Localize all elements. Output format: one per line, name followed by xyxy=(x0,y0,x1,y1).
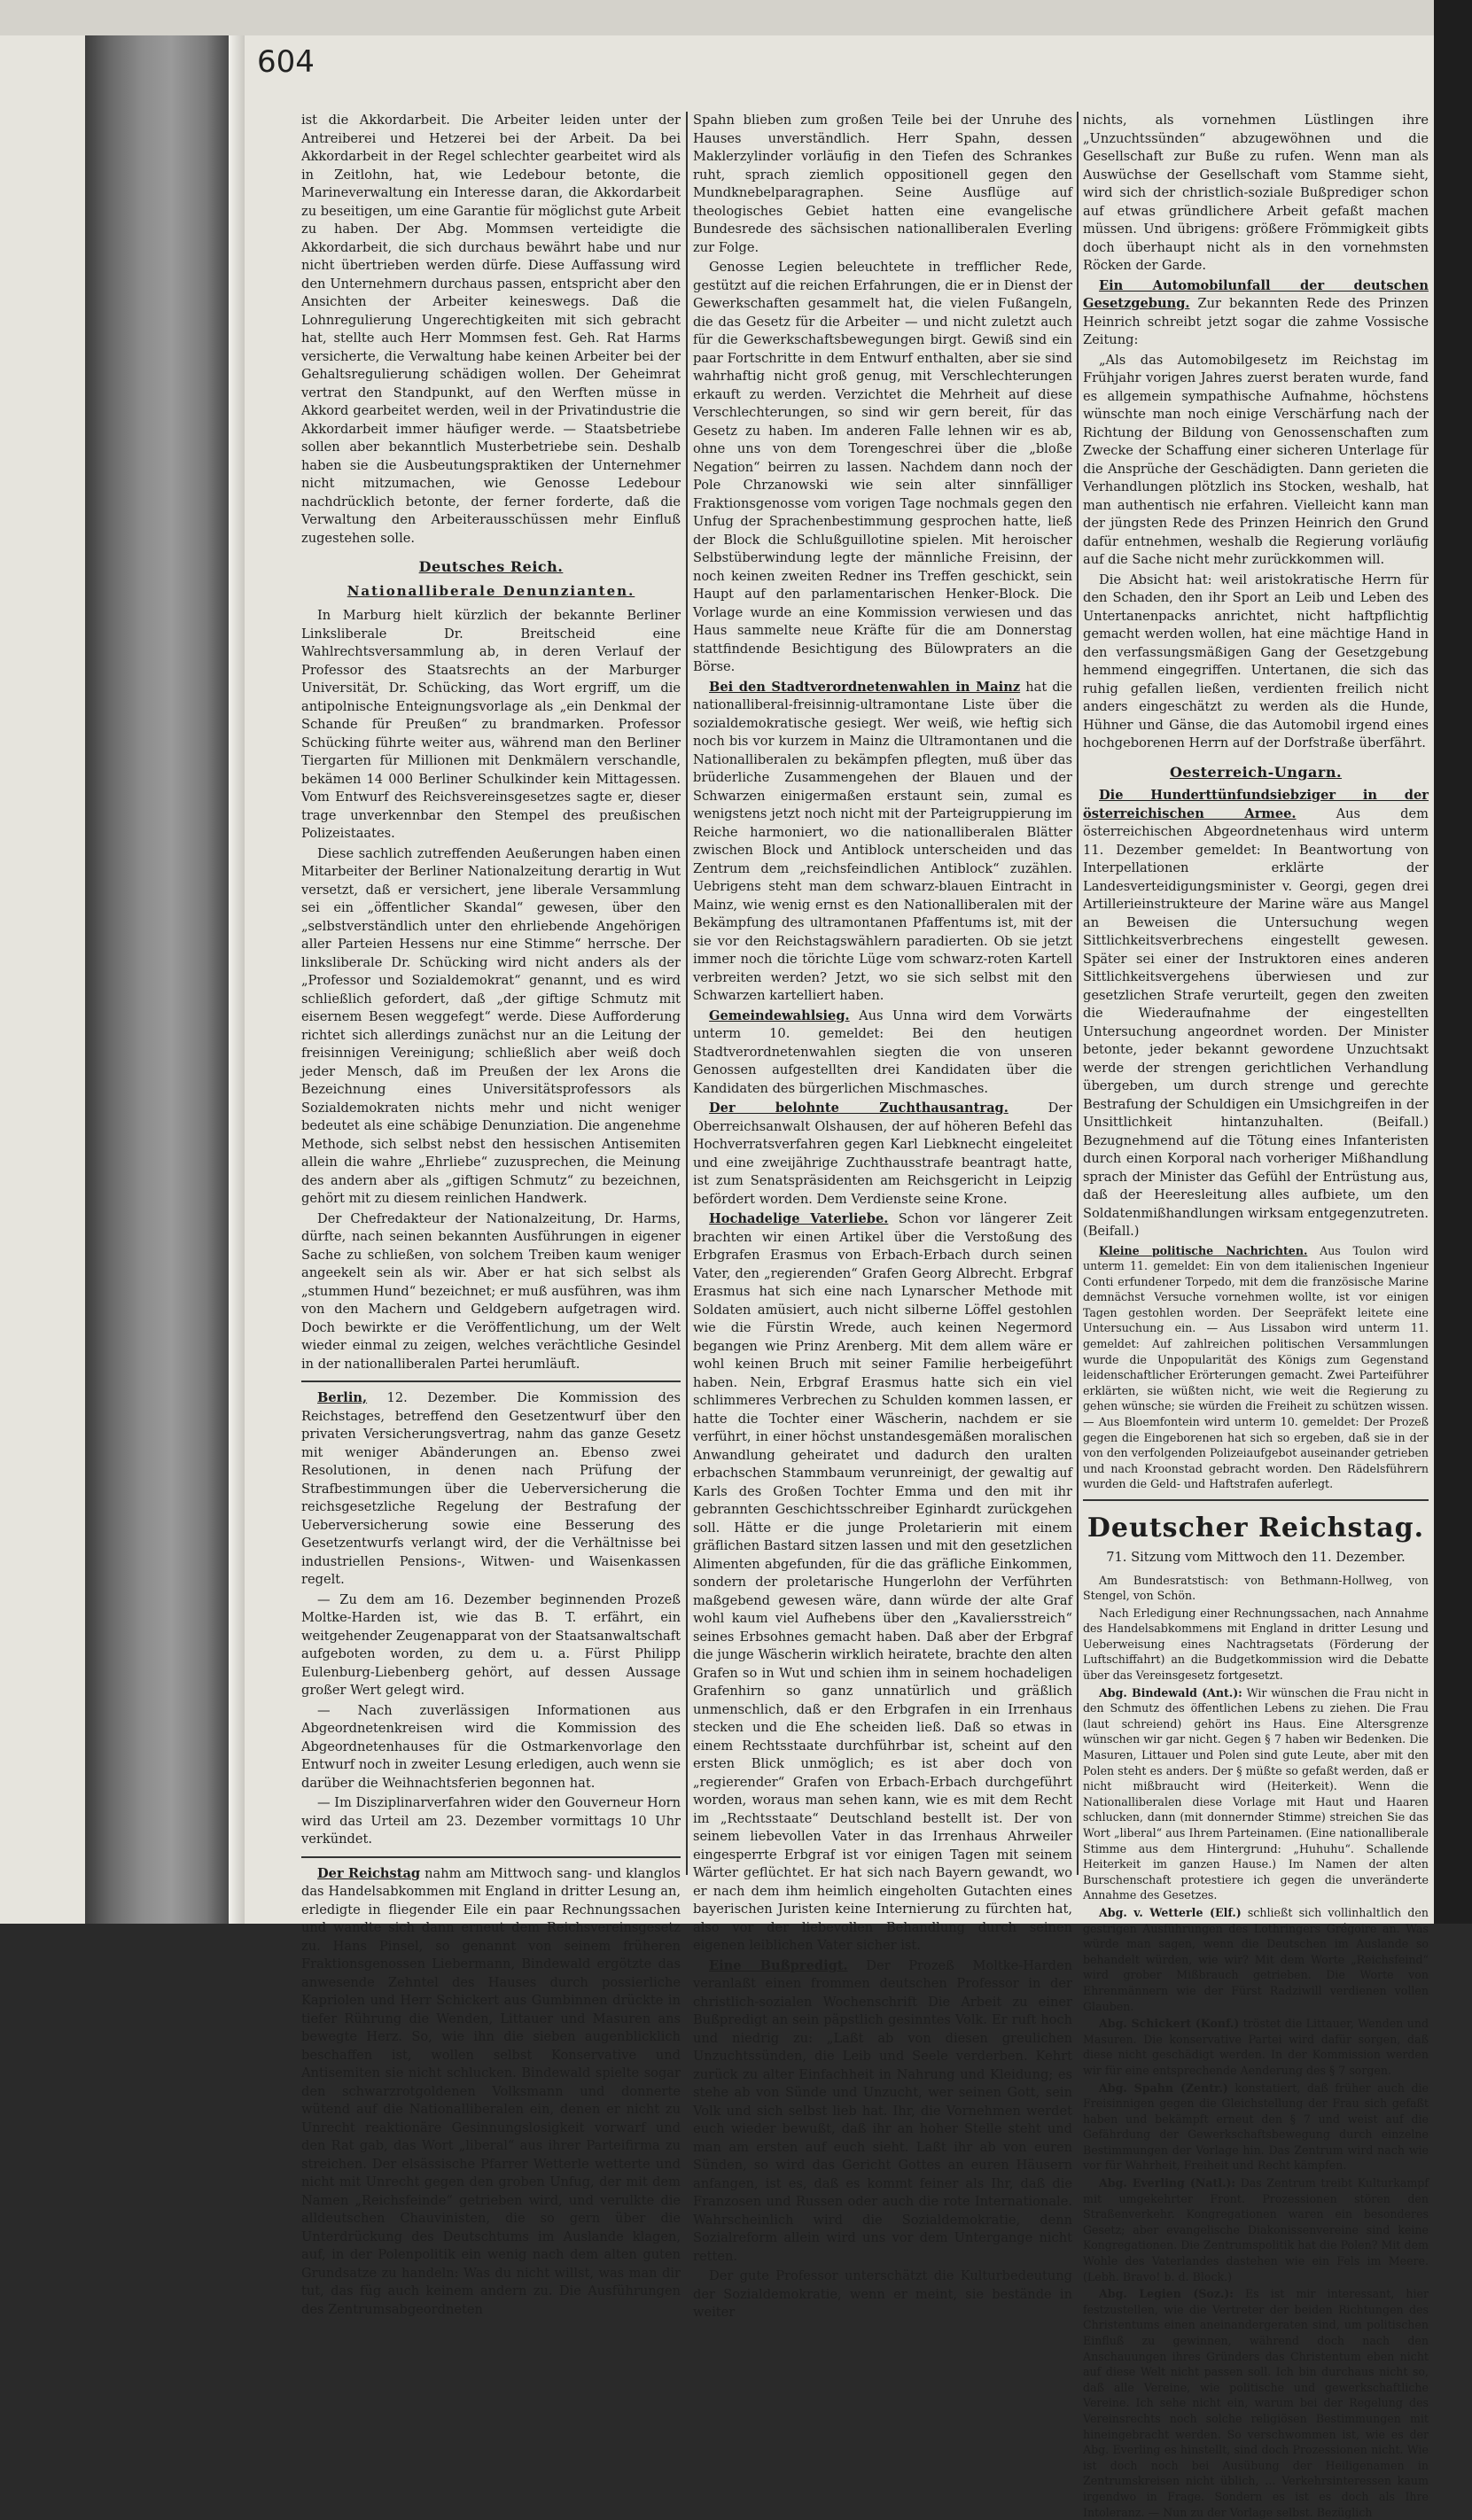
speaker: Abg. v. Wetterle (Elf.) xyxy=(1099,1905,1242,1919)
paragraph: konstatiert, daß früher auch die Freisinnigen gegen die Gleichstellung der Frau sich gefaßt haben und bekämpft erneut den § 7 und weist auf die Gefährdung der Gewerkschaftsbewegung durch einzelne Bestimmungen der Vorlage hin. Das Zentrum wird nach wie vor für Wahrheit, Freiheit und Recht kämpfen. xyxy=(1083,2081,1429,2173)
paragraph: hat die nationalliberal-freisinnig-ultramontane Liste über die sozialdemokratische gesiegt. Wer weiß, wie heftig sich noch bis vor kurzem in Mainz die Ultramontanen und die Nationalliberalen zu bekämpfen pflegten, muß über das brüderliche Zusammengehen der Blauen und der Schwarzen einigermaßen erstaunt sein, zumal es wenigstens jetzt noch nicht mit der Parteigruppierung im Reiche harmoniert, wo die nationalliberalen Blätter zwischen Block und Antiblock unterscheiden und das Zentrum dem „reichsfeindlichen Antiblock“ zuzählen. Uebrigens steht man dem schwarz-blauen Eintracht in Mainz, wie wenig ernst es den Nationalliberalen mit der Bekämpfung des ultramontanen Pfaffentums ist, mit der sie vor den Reichstagswählern paradierten. Ob sie jetzt immer noch die törichte Lüge vom schwarz-roten Kartell verbreiten werden? Jetzt, wo sie sich selbst mit den Schwarzen kartelliert haben. xyxy=(693,679,1072,1003)
paragraph: Schon vor längerer Zeit brachten wir einen Artikel über die Verstoßung des Erbgrafen Erasmus von Erbach-Erbach durch seinen Vater, den „regierenden“ Grafen Georg Albrecht. Erbgraf Erasmus hat sich eine nach Lynarscher Methode mit Soldaten amüsiert, auch nicht silberne Löffel gestohlen wie die Fürstin Wrede, auch keinen Negermord begangen wie Prinz Arenberg. Mit dem allem wäre er wohl keinen Bruch mit seiner Familie herbeigeführt haben. Nein, Erbgraf Erasmus hatte sich ein viel schlimmeres Verbrechen zu Schulden kommen lassen, er hatte die Tochter einer Wäscherin, nachdem er sie verführt, in einer höchst unstandesgemäßen moralischen Anwandlung geheiratet und dadurch den uralten erbachschen Stammbaum verunreinigt, der gewaltig auf Karls des Großen Tochter Emma und den mit ihr gebrannten Geschichtsschreiber Eginhardt zurückgehen soll. Hätte er die junge Proletarierin mit einem gräflichen Bastard sitzen lassen und mit den gesetzlichen Alimenten abgefunden, für die das gräfliche Einkommen, sondern der proletarische Hungerlohn der Verführten maßgebend gewesen wäre, dann würde der alte Graf wohl kaum viel Aufhebens über den „Kavaliersstreich“ seines Erbsohnes gemacht haben. Daß aber der Erbgraf die junge Wäscherin wirklich heiratete, brachte den alten Grafen so in Wut und schien ihm in seinem hochadeligen Grafenhirn so ganz unnatürlich und gräßlich unmenschlich, daß er den Erbgrafen in ein Irrenhaus stecken und die Ehe scheiden ließ. Daß so etwas in einem Rechtsstaate durchführbar ist, scheint auf den ersten Blick unmöglich; es ist aber doch von „regierender“ Grafen von Erbach-Erbach durchgeführt worden, woraus man sehen kann, wie es mit dem Recht im „Rechtsstaate“ Deutschland bestellt ist. Der von seinem liebevollen Vater in das Irrenhaus Ahrweiler eingesperrte Erbgraf ist vor einigen Tagen mit seinem Wärter geflüchtet. Er hat sich nach Bayern gewandt, wo er nach dem ihm heimlich eingeholten Gutachten eines bayerischen Juristen keine Internierung zu fürchten hat, also vor der liebevollen Behandlung durch seinen eigenen leiblichen Vater sicher ist. xyxy=(693,1211,1073,1953)
article-heading: Nationalliberale Denunzianten. xyxy=(347,582,635,599)
speaker: Abg. Spahn (Zentr.) xyxy=(1099,2081,1228,2095)
article-lead: Ein Automobilunfall der deutschen Gesetzgebung. xyxy=(1083,277,1429,311)
paragraph: Die Absicht hat: weil aristokratische Herrn für den Schaden, den ihr Sport an Leib und Leben des Untertanenpacks anrichtet, nicht haftpflichtig gemacht werden wollen, hat eine mächtige Hand in den verfassungsmäßigen Gang der Gesetzgebung hemmend eingegriffen. Untertanen, die sich das ruhig gefallen ließen, verdienten freilich nicht anders eingeschätzt zu werden als die Hunde, Hühner und Gänse, die das Automobil irgend eines hochgeborenen Herrn auf der Dorfstraße überfährt. xyxy=(1083,572,1429,751)
paragraph: nahm am Mittwoch sang- und klanglos das Handelsabkommen mit England in dritter Lesung an, erledigte in fliegender Eile ein paar Rechnungssachen und wandte sich dann erneut dem Reichsvereinsgesetz zu. Hans Pinsel, so genannt von seinem früheren Fraktionsgenossen Liebermann, Bindewald ergötzte das anwesende Zehntel des Hauses durch possierliche Kapriolen und Herr Schickert aus Gumbinnen drückte in tiefer Rührung die Wenden, Littauer und Masuren ans bewegte Herz. So, wie ihn die sieben augenblicklich beschaffen ist, wollen selbst Konservative und Antisemiten sie nicht schlucken. Bindewald spielte sogar den schwarzrotgoldenen Volksmann und donnerte wütend auf die Nationalliberalen ein, denen er nicht zu Unrecht reaktionäre Gesinnungslosigkeit vorwarf und den Rat gab, das Wort „liberal“ aus ihrer Parteifirma zu streichen. Der elsässische Pfarrer Wetterle wetterte und nicht mit Unrecht gegen den groben Unfug, der mit dem Namen „Reichsfeinde“ getrieben wird, und verulkte die alldeutschen Chauvinisten, die so gern über die Unterdrückung des Deutschtums im Auslande klagen, auf, in der Polenpolitik ein wenig nach dem alten guten Grundsatze zu handeln: Was du nicht willst, was man dir tut, das füg auch keinem andern zu. Die Ausführungen des Zentrumsabgeordneten xyxy=(301,1865,681,2317)
paragraph: ist die Akkordarbeit. Die Arbeiter leiden unter der Antreiberei und Hetzerei bei der Arbeit. Da bei Akkordarbeit in der Regel schlechter gearbeitet wird als in Zeitlohn, hat, wie Ledebour betonte, die Marineverwaltung ein Interesse daran, die Akkordarbeit zu beseitigen, um eine Garantie für möglichst gute Arbeit zu haben. Der Abg. Mommsen verteidigte die Akkordarbeit, die sich durchaus bewährt habe und nur nicht übertrieben werden dürfe. Diese Auffassung wird den Unternehmern durchaus passen, entspricht aber den Ansichten der Arbeiter keineswegs. Daß die Lohnregulierung Ungerechtigkeiten mit sich gebracht hat, stellte auch Herr Mommsen fest. Geh. Rat Harms versicherte, die Verwaltung habe keinen Arbeiter bei der Gehaltsregulierung schädigen wollen. Der Geheimrat vertrat den Standpunkt, auf den Werften müsse in Akkord gearbeitet werden, weil in der Privatindustrie die Akkordarbeit immer häufiger werde. — Staatsbetriebe sollen aber bekanntlich Musterbetriebe sein. Deshalb haben sie die Ausbeutungspraktiken der Unternehmer nicht mitzumachen, wie Genosse Ledebour nachdrücklich betonte, der ferner forderte, daß die Verwaltung den Arbeiterausschüssen mehr Einfluß zugestehen solle. xyxy=(301,113,681,546)
binding-edge xyxy=(229,35,245,1924)
paragraph: Aus Toulon wird unterm 11. gemeldet: Ein von dem italienischen Ingenieur Conti erfundener Torpedo, mit dem die französische Marine demnächst Versuche vornehmen wollte, ist vor einigen Tagen gestohlen worden. Der Seepräfekt leitete eine Untersuchung ein. — Aus Lissabon wird unterm 11. gemeldet: Auf zahlreichen politischen Versammlungen wurde die Unpopularität des Königs zum Gegenstand leidenschaftlicher Erörterungen gemacht. Zwei Parteiführer erklärten, sie wüßten nicht, wie weit die Regierung zu gehen wünsche; sie würden die Freiheit zu schützen wissen. — Aus Bloemfontein wird unterm 10. gemeldet: Der Prozeß gegen die Eingeborenen hat sich so ergeben, daß sie in der von den verfolgenden Polizeiaufgebot auseinander getrieben und nach Kroonstad gebracht worden. Den Rädelsführern wurden die Geld- und Haftstrafen auferlegt. xyxy=(1083,1243,1429,1491)
book-binding xyxy=(85,35,229,1924)
column-2 xyxy=(693,112,1073,2320)
paragraph: Diese sachlich zutreffenden Aeußerungen haben einen Mitarbeiter der Berliner Nationalzeitung derartig in Wut versetzt, daß er versichert, jene liberale Versammlung sei ein „öffentlicher Skandal“ gewesen, über den „selbstverständlich unter den ehrliebende Angehörigen aller Parteien Hessens nur eine Stimme“ herrsche. Der linksliberale Dr. Schücking wird nicht anders als der „Professor und Sozialdemokrat“ genannt, und es wird schließlich gefordert, daß „der giftige Schmutz mit eisernem Besen weggefegt“ werde. Diese Aufforderung richtet sich allerdings zunächst nur an die Leitung der freisinnigen Vereinigung; schließlich aber weiß doch jeder Mensch, daß im Preußen der lex Arons die Bezeichnung eines Universitätsprofessors als Sozialdemokraten nichts mehr und nicht weniger bedeutet als eine schäbige Denunziation. Die angenehme Methode, sich selbst nebst den hessischen Antisemiten allein die wahre „Ehrliebe“ zuzusprechen, die Meinung des andern aber als „giftigen Schmutz“ zu bezeichnen, gehört mit zu diesem reinlichen Handwerk. xyxy=(301,845,681,1206)
paragraph: — Im Disziplinarverfahren wider den Gouverneur Horn wird das Urteil am 23. Dezember vormittags 10 Uhr verkündet. xyxy=(301,1795,681,1847)
divider xyxy=(301,1381,681,1382)
divider xyxy=(1083,1499,1429,1501)
paragraph: tröstet die Littauer, Wenden und Masuren. Die konservative Partei wird dafür sorgen, daß diese nicht geschädigt werden. In der Kommission werden wir für eine entsprechende Aenderung des § 7 sorgen. xyxy=(1083,2017,1429,2077)
dateline: Berlin, xyxy=(317,1390,368,1405)
session-line: 71. Sitzung vom Mittwoch den 11. Dezember. xyxy=(1106,1550,1406,1565)
paragraph: „Als das Automobilgesetz im Reichstag im Frühjahr vorigen Jahres zuerst beraten wurde, fand es allgemein sympathische Aufnahme, höchstens wünschte man noch einige Verschärfung nach der Richtung der Bildung von Genossenschaften zum Zwecke der Schaffung einer sicheren Unterlage für die Ansprüche der Geschädigten. Dann gerieten die Verhandlungen plötzlich ins Stocken, weshalb, hat man authentisch nie erfahren. Vielleicht kann man der jüngsten Rede des Prinzen Heinrich den Grund dafür entnehmen, weshalb die Regierung vorläufig auf die Sache nicht mehr zurückkommen will. xyxy=(1083,352,1429,567)
paragraph: Wir wünschen die Frau nicht in den Schmutz des öffentlichen Lebens zu ziehen. Die Frau (laut schreiend) gehört ins Haus. Eine Altersgrenze wünschen wir gar nicht. Gegen § 7 haben wir Bedenken. Die Masuren, Littauer und Polen sind gute Leute, aber mit den Polen steht es anders. Der § müßte so gefaßt werden, daß er nicht mißbraucht wird (Heiterkeit). Wenn die Nationalliberalen diese Vorlage mit Haut und Haaren schlucken, dann (mit donnernder Stimme) streichen Sie das Wort „liberal“ aus Ihrem Parteinamen. (Eine nationalliberale Stimme aus dem Hintergrund: „Huhuhu“. Schallende Heiterkeit im ganzen Hause.) Im Namen der alten Burschenschaft protestiere ich gegen die unveränderte Annahme des Gesetzes. xyxy=(1083,1685,1429,1902)
article-lead: Der Reichstag xyxy=(317,1865,421,1881)
divider xyxy=(301,1856,681,1858)
paragraph: schließt sich vollinhaltlich den gestrigen Ausführungen des Lothringers Grégoire an. Was würde man sagen, wenn die Deutschen im Auslande so behandelt würden, wie wir? Mit dem Worte „Reichsfeind“ wird grober Mißbrauch getrieben. Die Worte von Ehrenmännern wie der Fürst Radziwill verdienen vollen Glauben. xyxy=(1083,1905,1429,2013)
article-lead: Bei den Stadtverordnetenwahlen in Mainz xyxy=(709,679,1021,695)
paragraph: Aus Unna wird dem Vorwärts unterm 10. gemeldet: Bei den heutigen Stadtverordnetenwahlen siegten die von unseren Genossen aufgestellten drei Kandidaten über die Kandidaten des bürgerlichen Mischmasches. xyxy=(693,1007,1072,1096)
paragraph: Am Bundesratstisch: von Bethmann-Hollweg, von Stengel, von Schön. xyxy=(1083,1573,1429,1603)
speaker: Abg. Everling (Natl.): xyxy=(1099,2176,1236,2190)
paragraph: Nach Erledigung einer Rechnungssachen, nach Annahme des Handelsabkommens mit England in dritter Lesung und Ueberweisung eines Nachtragsetats (Förderung der Luftschiffahrt) an die Budgetkommission wird die Debatte über das Vereinsgesetz fortgesetzt. xyxy=(1083,1606,1429,1683)
article-lead: Eine Bußpredigt. xyxy=(709,1957,848,1973)
paragraph: 12. Dezember. Die Kommission des Reichstages, betreffend den Gesetzentwurf über den privaten Versicherungsvertrag, nahm das ganze Gesetz mit weniger Abänderungen an. Ebenso zwei Resolutionen, in denen nach Prüfung der Strafbestimmungen über die Ueberversicherung die reichsgesetzliche Regelung der Bestrafung der Ueberversicherung sowie eine Besserung des Gesetzentwurfs verlangt wird, der die Verhältnisse bei industriellen Pensions-, Witwen- und Waisenkassen regelt. xyxy=(301,1390,681,1587)
article-lead: Hochadelige Vaterliebe. xyxy=(709,1211,889,1226)
paragraph: Aus dem österreichischen Abgeordnetenhaus wird unterm 11. Dezember gemeldet: In Beantwortung von Interpellationen erklärte der Landesverteidigungsminister v. Georgi, gegen drei Artillerieinstrukteure der Marine wäre aus Mangel an Beweisen die Untersuchung wegen Sittlichkeitsverbrechens eingestellt gewesen. Später sei einer der Instruktoren eines anderen Sittlichkeitsvergehens überwiesen und zur gesetzlichen Strafe verurteilt, gegen den zweiten die Wiederaufnahme der eingestellten Untersuchung angeordnet worden. Der Minister betonte, jeder bekannt gewordene Unzuchtsakt werde der strengen gerichtlichen Verhandlung übergeben, um durch strenge und gerechte Bestrafung der Schuldigen ein Umsichgreifen in der Unsittlichkeit hintanzuhalten. (Beifall.) Bezugnehmend auf die Tötung eines Infanteristen durch einen Korporal nach vorheriger Mißhandlung sprach der Minister das Gefühl der Entrüstung aus, daß der Heeresleitung alles aufbiete, um den Soldatenmißhandlungen wirksam entgegenzutreten. (Beifall.) xyxy=(1083,805,1429,1239)
column-1 xyxy=(301,112,681,2317)
top-margin xyxy=(0,0,1472,35)
section-heading: Oesterreich-Ungarn. xyxy=(1169,763,1343,781)
paragraph: — Zu dem am 16. Dezember beginnenden Prozeß Moltke-Harden ist, wie das B. T. erfährt, ein weitgehender Zeugenapparat von der Staatsanwaltschaft aufgeboten worden, zu dem u. a. Fürst Philipp Eulenburg-Liebenberg gehört, auf dessen Aussage großer Wert gelegt wird. xyxy=(301,1591,681,1698)
page-number: 604 xyxy=(257,44,315,80)
paragraph: Spahn blieben zum großen Teile bei der Unruhe des Hauses unverständlich. Herr Spahn, dessen Maklerzylinder vorläufig in den Tiefen des Schrankes ruht, sprach ziemlich oppositionell gegen den Mundknebelparagraphen. Seine Ausflüge auf theologisches Gebiet hatten eine evangelische Bundesrede des sächsischen nationalliberalen Everling zur Folge. xyxy=(693,113,1072,255)
paragraph: Der Chefredakteur der Nationalzeitung, Dr. Harms, dürfte, nach seinen bekannten Ausführungen in eigener Sache zu schließen, von solchem Treiben kaum weniger angeekelt sein als wir. Aber er hat sich selbst als „stummen Hund“ bezeichnet; er muß ausführen, was ihm von den Machern und Geldgebern aufgetragen wird. Doch bewirkte er die Veröffentlichung, um der Welt wieder einmal zu zeigen, welches verächtliche Gesindel in der nationalliberalen Partei herumläuft. xyxy=(301,1210,681,1372)
right-margin xyxy=(1434,0,1472,1924)
paragraph: Zur bekannten Rede des Prinzen Heinrich schreibt jetzt sogar die zahme Vossische Zeitung: xyxy=(1083,296,1429,347)
paragraph: Der Prozeß Moltke-Harden veranlaßt einen frommen deutschen Professor in der christlich-sozialen Wochenschrift Die Arbeit zu einer Bußpredigt an sein päpstlich gesinntes Volk. Er ruft hoch und niedrig zu: „Laßt ab von diesen greulichen Unzuchtssünden, die Leib und Seele verderben. Kehrt zurück zu alter Einfachheit in Nahrung und Kleidung; es stehe ab von Sünde und Unzucht, wer seinen Gott, sein Volk und sich selbst lieb hat. Ihr, die Vornehmen werdet euch wieder bewußt, daß ihr an hoher Stelle steht und man am ersten auf euch sieht. Laßt ihr ab von euren Sünden, so wird das Gericht Gottes an euren Häusern anfangen, ist es, daß es kommt feiner als Ihr, daß die Franzosen und Russen oder auch die rote Internationale. Wahrscheinlich wird die Sozialdemokratie, denn Sozialreform allein wird uns vor dem Untergange nicht retten. xyxy=(693,1957,1072,2264)
paragraph: Das Zentrum treibt Kulturkampf mit umgekehrter Front. Prozessionen stören den Straßenverkehr. Kongregationen waren ein besonderes Gesetz; aber evangelische Diakonissenvereine sind keine Kongregationen. Die Zentrumspolitik hat die Polen? Mit dem Wohle des Vaterlandes dastehen wie ein Fels im Meere. (Lebh. Bravo! b. d. Block.) xyxy=(1083,2176,1429,2283)
paragraph: — Nach zuverlässigen Informationen aus Abgeordnetenkreisen wird die Kommission des Abgeordnetenhauses für die Ostmarkenvorlage den Entwurf noch in zweiter Lesung erledigen, auch wenn sie darüber die Weihnachtsferien begonnen hat. xyxy=(301,1702,681,1791)
paragraph: Der gute Professor unterschätzt die Kulturbedeutung der Sozialdemokratie, wenn er meint, sie bestände in weiter xyxy=(693,2268,1072,2320)
paragraph: Der Oberreichsanwalt Olshausen, der auf höheren Befehl das Hochverratsverfahren gegen Karl Liebknecht eingeleitet und eine zweijährige Zuchthausstrafe beantragt hatte, ist zum Senatspräsidenten am Reichsgericht in Leipzig befördert worden. Dem Verdienste seine Krone. xyxy=(693,1101,1072,1207)
article-lead: Kleine politische Nachrichten. xyxy=(1099,1243,1308,1257)
section-heading: Deutsches Reich. xyxy=(418,558,564,575)
column-3 xyxy=(1083,112,1429,2519)
section-title: Deutscher Reichstag. xyxy=(1086,1513,1425,1544)
column-rule xyxy=(686,112,688,1875)
column-rule xyxy=(1077,112,1079,1875)
article-lead: Der belohnte Zuchthausantrag. xyxy=(709,1101,1009,1116)
paragraph: Es ist mir interessant, hier festzustellen, wie die Vertreter der beiden Richtungen des Christentums einen aneinandergeraten sind, um politischen Einfluß zu gewinnen, während doch nach den Anschauungen ihres Gründers das Christentum eben nicht auf diese Welt nicht passen soll. Ich bin durchaus nicht so, daß alle Vereine, wie politische und gewerkschaftliche Vereine. Ich sehe nicht ein, warum bei der Regelung des Vereinsrechts noch solche religiösen Bestimmungen mit hineingebracht werden. So verschwommen ist, wie es der Abg. Everling es hinstellt, sind doch Prozessionen nicht. Wie ist doch noch bei Ausübung der Heiligenamen in Zentrumskreisen nicht üblich, ... Verkehrsinteressen kaum irgendwo in Frage. Sondern es ist es doch als Ihre Intoleranz. — Nun zu der Vorlage selbst. Bezüglich xyxy=(1083,2287,1429,2519)
paragraph: nichts, als vornehmen Lüstlingen ihre „Unzuchtssünden“ abzugewöhnen und die Gesellschaft zur Buße zu rufen. Wenn man als Auswüchse der Gesellschaft vom Stamme sieht, wird sich der christlich-soziale Bußprediger schon auf etwas gründlichere Arbeit gefaßt machen müssen. Und übrigens: größere Frömmigkeit gibts doch überhaupt nicht als in den vornehmsten Röcken der Garde. xyxy=(1083,113,1429,273)
article-lead: Gemeindewahlsieg. xyxy=(709,1007,850,1023)
speaker: Abg. Bindewald (Ant.): xyxy=(1099,1685,1242,1699)
article-lead: Die Hunderttünfundsiebziger in der österreichischen Armee. xyxy=(1083,788,1429,821)
speaker: Abg. Schickert (Konf.) xyxy=(1099,2017,1240,2031)
speaker: Abg. Legien (Soz.): xyxy=(1099,2287,1234,2301)
paragraph: Genosse Legien beleuchtete in trefflicher Rede, gestützt auf die reichen Erfahrungen, die er in Dienst der Gewerkschaften gesammelt hat, die vielen Fußangeln, die das Gesetz für die Arbeiter — und nicht zuletzt auch für die Gewerkschaftsbewegungen birgt. Gewiß sind ein paar Fortschritte in dem Entwurf enthalten, aber sie sind wahrhaftig nicht groß genug, mit Verschlechterungen erkauft zu werden. Verzichtet die Mehrheit auf diese Verschlechterungen, so sind wir gern bereit, für das Gesetz zu haben. Im anderen Falle lehnen wir es ab, ohne uns von dem Torengeschrei über die „bloße Negation“ beirren zu lassen. Nachdem dann noch der Pole Chrzanowski wie sein alter sinnfälliger Fraktionsgenosse vom vorigen Tage nochmals gegen den Unfug der Sprachenbestimmung gesprochen hatte, ließ der Block die Schlußguillotine spielen. Mit heroischer Selbstüberwindung legte der männliche Freisinn, der noch keinen zweiten Redner ins Treffen geschickt, sein Haupt auf den parlamentarischen Henker-Block. Die Vorlage wurde an eine Kommission verwiesen und das Haus sammelte neue Kräfte für die am Donnerstag stattfindende Besichtigung des Bülowpraters an die Börse. xyxy=(693,260,1072,674)
paragraph: In Marburg hielt kürzlich der bekannte Berliner Linksliberale Dr. Breitscheid eine Wahlrechtsversammlung ab, in deren Verlauf der Professor des Staatsrechts an der Marburger Universität, Dr. Schücking, das Wort ergriff, um die antipolnische Enteignungsvorlage als „ein Denkmal der Schande für Preußen“ zu brandmarken. Professor Schücking führte weiter aus, während man den Berliner Tiergarten für Millionen mit Denkmälern verschandle, bekämen 14 000 Berliner Schulkinder kein Mittagessen. Vom Entwurf des Reichsvereinsgesetzes sagte er, dieser trage unverkennbar den Stempel des preußischen Polizeistaates. xyxy=(301,608,681,841)
